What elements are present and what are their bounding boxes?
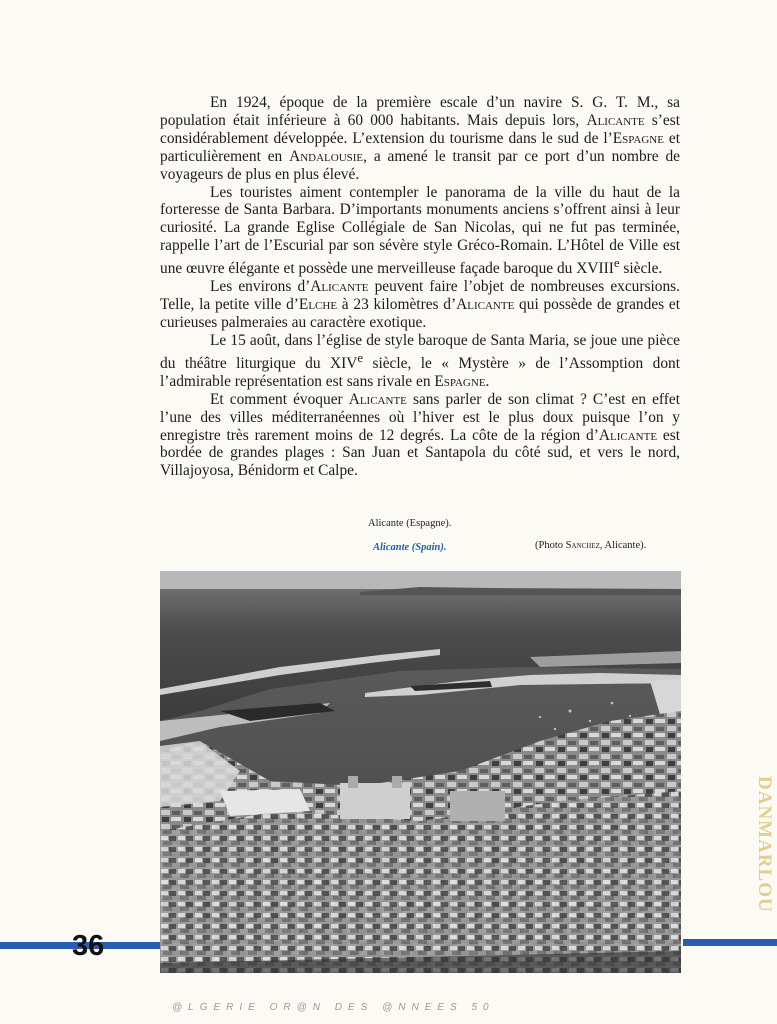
harbor-photo (160, 571, 681, 973)
paragraph-1: En 1924, époque de la première escale d’un navire S. G. T. M., sa population était inférieure à 60 000 habitants. Mais depuis lors, Alicante s’est considérablement développée. L’extension du tourisme dans le sud de l’Espagne et particulièrement en Andalousie, a amené le transit par ce port d’un nombre de voyageurs de plus en plus élevé. (160, 94, 681, 183)
harbor-photo-illustration (160, 571, 681, 973)
caption-english: Alicante (Spain). (373, 542, 447, 553)
watermark: DANMARLOU (754, 776, 775, 913)
paragraph-4: Le 15 août, dans l’église de style baroque de Santa Maria, se joue une pièce du théâtre liturgique du XIVe siècle, le « Mystère » de l’Assomption dont l’admirable représentation est sans rivale en Espagne. (160, 331, 680, 390)
paragraph-3: Les environs d’Alicante peuvent faire l’objet de nombreuses excursions. Telle, la petite ville d’Elche à 23 kilomètres d’Alicante qui possède de grandes et curieuses palmeraies au caractère exotique. (160, 278, 681, 331)
paragraph-2: Les touristes aiment contempler le panorama de la ville du haut de la forteresse de Santa Barbara. D’importants monuments anciens s’offrent ainsi à leur curiosité. La grande Eglise Collégiale de San Nicolas, qui ne fut pas terminée, rappelle l’art de l’Escurial par son sévère style Gréco-Romain. L’Hôtel de Ville est une œuvre élégante et possède une merveilleuse façade baroque du XVIIIe siècle. (160, 183, 680, 278)
photo-credit: (Photo Sanchez, Alicante). (535, 540, 647, 551)
footer-credit: @LGERIE OR@N DES @NNEES 50 (172, 1002, 495, 1013)
right-blue-rule (683, 939, 777, 946)
article-body (160, 94, 680, 480)
paragraph-5: Et comment évoquer Alicante sans parler de son climat ? C’est en effet l’une des villes méditerranéennes où l’hiver est le plus doux puisque l’on y enregistre très rarement moins de 12 degrés. La côte de la région d’Alicante est bordée de grandes plages : San Juan et Santapola du côté sud, et vers le nord, Villajoyosa, Bénidorm et Calpe. (160, 390, 680, 480)
page-number: 36 (72, 930, 105, 962)
caption-french: Alicante (Espagne). (368, 518, 452, 529)
